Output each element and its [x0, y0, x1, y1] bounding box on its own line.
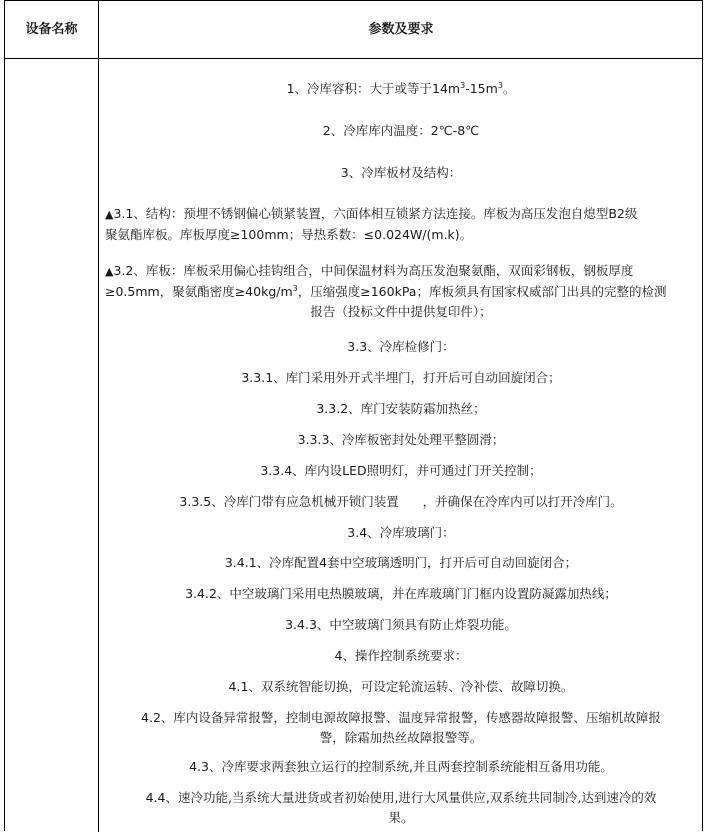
- parameters-cell: [99, 59, 703, 832]
- spec-door-heading: 3.3、冷库检修门：: [347, 339, 455, 354]
- spec-control-heading: 4、操作控制系统要求：: [334, 648, 468, 663]
- spec-door-5: 3.3.5、冷库门带有应急机械开锁门装置 ，并确保在冷库内可以打开冷库门。: [179, 494, 623, 509]
- spec-control-3: 4.3、冷库要求两套独立运行的控制系统,并且两套控制系统能相互备用功能。: [189, 759, 613, 774]
- spec-board: [105, 261, 697, 322]
- spec-board-line3: 报告（投标文件中提供复印件）；: [310, 304, 492, 319]
- header-parameters: 参数及要求: [368, 22, 434, 37]
- spec-temperature: 2、冷库库内温度：2℃-8℃: [322, 123, 480, 138]
- spec-control-4: [105, 788, 697, 828]
- spec-structure-line2: 聚氨酯库板。库板厚度≥100mm；导热系数：≤0.024W/(m.k)。: [105, 227, 473, 242]
- spec-control-4-line1: 4.4、速冷功能,当系统大量进货或者初始使用,进行大风量供应,双系统共同制冷,达到速冷的效: [145, 790, 657, 805]
- triangle-mark-icon: ▲: [105, 265, 114, 278]
- spec-board-line2a: ≥0.5mm，聚氨酯密度≥40kg/m: [105, 284, 293, 299]
- spec-control-1: 4.1、双系统智能切换，可设定轮流运转、冷补偿、故障切换。: [228, 679, 574, 694]
- spec-capacity: [99, 79, 703, 99]
- spec-structure: [105, 204, 697, 245]
- spec-door-2: 3.3.2、库门安装防霜加热丝；: [316, 401, 486, 416]
- spec-door-1: 3.3.1、库门采用外开式半埋门，打开后可自动回旋闭合；: [241, 370, 561, 385]
- spec-control-2-line1: 4.2、库内设备异常报警，控制电源故障报警、温度异常报警，传感器故障报警、压缩机故障报: [141, 710, 661, 725]
- spec-door-3: 3.3.3、冷库板密封处处理平整圆滑；: [297, 432, 505, 447]
- superscript: 3: [497, 80, 503, 90]
- spec-capacity-text: 1、冷库容积：大于或等于14m: [286, 81, 461, 96]
- superscript: 3: [292, 283, 298, 293]
- spec-glass-3: 3.4.3、中空玻璃门须具有防止炸裂功能。: [285, 617, 517, 632]
- triangle-mark-icon: ▲: [105, 208, 114, 221]
- spec-glass-heading: 3.4、冷库玻璃门：: [347, 525, 455, 540]
- spec-board-heading: 3、冷库板材及结构：: [340, 165, 462, 180]
- spec-structure-line1: 3.1、结构：预埋不锈钢偏心锁紧装置，六面体相互锁紧方法连接。库板为高压发泡自熄型B2级: [113, 206, 638, 221]
- spec-board-line1: 3.2、库板：库板采用偏心挂钩组合，中间保温材料为高压发泡聚氨酯，双面彩钢板，钢板厚度: [113, 263, 634, 278]
- superscript: 3: [460, 80, 466, 90]
- spec-door-4: 3.3.4、库内设LED照明灯，并可通过门开关控制；: [260, 463, 542, 478]
- header-device-name: 设备名称: [25, 22, 78, 37]
- spec-glass-2: 3.4.2、中空玻璃门采用电热膜玻璃，并在库玻璃门门框内设置防凝露加热线；: [185, 586, 617, 601]
- spec-glass-1: 3.4.1、冷库配置4套中空玻璃透明门，打开后可自动回旋闭合；: [224, 555, 578, 570]
- spec-control-2: [105, 708, 697, 748]
- spec-table: [4, 0, 703, 831]
- spec-board-line2b: ，压缩强度≥160kPa；库板须具有国家权威部门出具的完整的检测: [297, 284, 667, 299]
- spec-capacity-range: -15m: [465, 81, 498, 96]
- table-header-row: [5, 1, 702, 59]
- spec-control-4-line2: 果。: [388, 810, 414, 825]
- spec-capacity-end: 。: [502, 81, 516, 96]
- spec-control-2-line2: 警，除霜加热丝故障报警等。: [319, 730, 483, 745]
